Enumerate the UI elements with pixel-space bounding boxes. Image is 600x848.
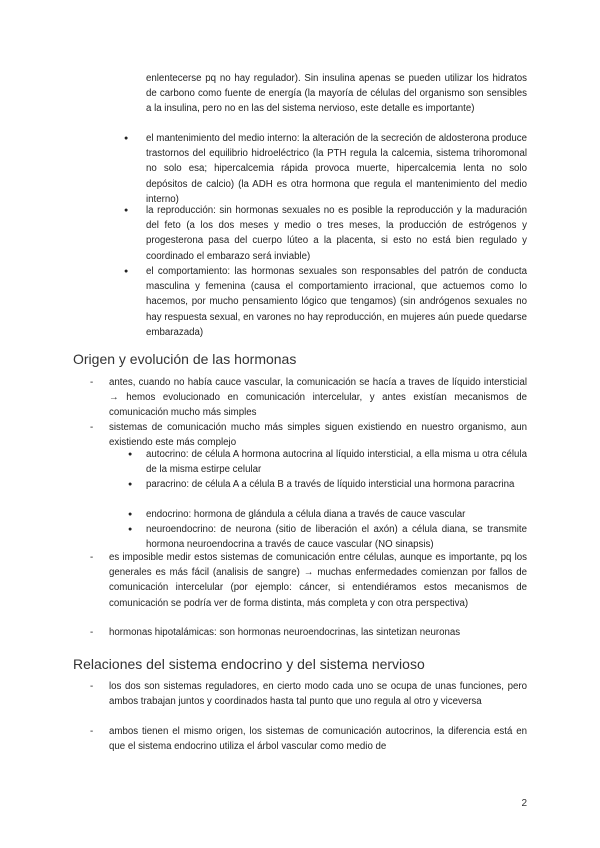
dash-marker: - — [90, 377, 94, 388]
dash-marker: - — [90, 552, 94, 563]
dash-marker: - — [90, 422, 94, 433]
bullet-icon: ● — [124, 135, 129, 142]
bullet-icon: ● — [128, 526, 133, 533]
bullet-icon: ● — [128, 511, 133, 518]
page-number: 2 — [521, 798, 527, 809]
intro-continuation: enlentecerse pq no hay regulador). Sin insulina apenas se pueden utilizar los hidratos de carbono como fuente de energía (la mayoría de células del organismo son sensibles a la insulina, pero no en las del sistema nervioso, este detalle es importante) — [146, 73, 527, 115]
sub-bullet-neuroendocrino: neuroendocrino: de neurona (sitio de liberación el axón) a célula diana, se transmite hormona neuroendocrina a través de cauce vascular (NO sinapsis) — [146, 524, 527, 551]
bullet-item-reproduccion: la reproducción: sin hormonas sexuales no es posible la reproducción y la maduración del feto (a los dos meses y medio o tres meses, la producción de estrógenos y progesterona pasa del cuerpo lúteo a la placenta, si esto no está bien regulado y coordinado el embarazo será inviable) — [146, 205, 527, 262]
bullet-icon: ● — [124, 268, 129, 275]
list-item-sistemas-simples: sistemas de comunicación mucho más simples siguen existiendo en nuestro organismo, aun existiendo este más complejo — [109, 422, 527, 449]
dash-marker: - — [90, 726, 94, 737]
bullet-icon: ● — [128, 451, 133, 458]
bullet-icon: ● — [124, 207, 129, 214]
sub-bullet-paracrino: paracrino: de célula A a célula B a través de líquido intersticial una hormona paracrina — [146, 479, 515, 490]
section-heading-relaciones: Relaciones del sistema endocrino y del sistema nervioso — [73, 656, 425, 672]
bullet-item-comportamiento: el comportamiento: las hormonas sexuales son responsables del patrón de conducta masculina y femenina (causa el comportamiento irracional, que actuemos como lo hacemos, por mucho pensamiento lógico que tengamos) (sin andrógenos sexuales no hay respuesta sexual, en varones no hay reproducción, en mujeres aún puede quedarse embarazada) — [146, 266, 527, 338]
bullet-item-medio-interno: el mantenimiento del medio interno: la alteración de la secreción de aldosterona produce trastornos del equilibrio hidroeléctrico (la PTH regula la calcemia, sistema trihoromonal no solo esa; hipercalcemia rápida provoca muerte, hipercalcemia lenta no solo depósitos de calcio) (la ADH es otra hormona que regula el mantenimiento del medio interno) — [146, 133, 527, 205]
bullet-icon: ● — [128, 481, 133, 488]
list-item-sistemas-reguladores: los dos son sistemas reguladores, en cierto modo cada uno se ocupa de unas funciones, pero ambos trabajan juntos y coordinados hasta tal punto que uno regula al otro y viceversa — [109, 681, 527, 708]
dash-marker: - — [90, 627, 94, 638]
list-item-antes: antes, cuando no había cauce vascular, la comunicación se hacía a traves de líquido intersticial → hemos evolucionado en comunicación intercelular, y antes existían mecanismos de comunicación mucho más simples — [109, 377, 527, 419]
list-item-mismo-origen: ambos tienen el mismo origen, los sistemas de comunicación autocrinos, la diferencia está en que el sistema endocrino utiliza el árbol vascular como medio de — [109, 726, 527, 753]
dash-marker: - — [90, 681, 94, 692]
sub-bullet-endocrino: endocrino: hormona de glándula a célula diana a través de cauce vascular — [146, 509, 466, 520]
list-item-hormonas-hipotalamicas: hormonas hipotalámicas: son hormonas neuroendocrinas, las sintetizan neuronas — [109, 627, 461, 638]
section-heading-origen: Origen y evolución de las hormonas — [73, 351, 297, 367]
sub-bullet-autocrino: autocrino: de célula A hormona autocrina al líquido intersticial, a ella misma u otra célula de la misma estirpe celular — [146, 449, 527, 476]
list-item-imposible-medir: es imposible medir estos sistemas de comunicación entre células, aunque es importante, pq los generales es más fácil (analisis de sangre) → muchas enfermedades comienzan por fallos de comunicación intercelular (por ejemplo: cáncer, si entendiéramos estos mecanismos de comunicación se podría ver de forma distinta, más completa y con otra perspectiva) — [109, 552, 527, 609]
